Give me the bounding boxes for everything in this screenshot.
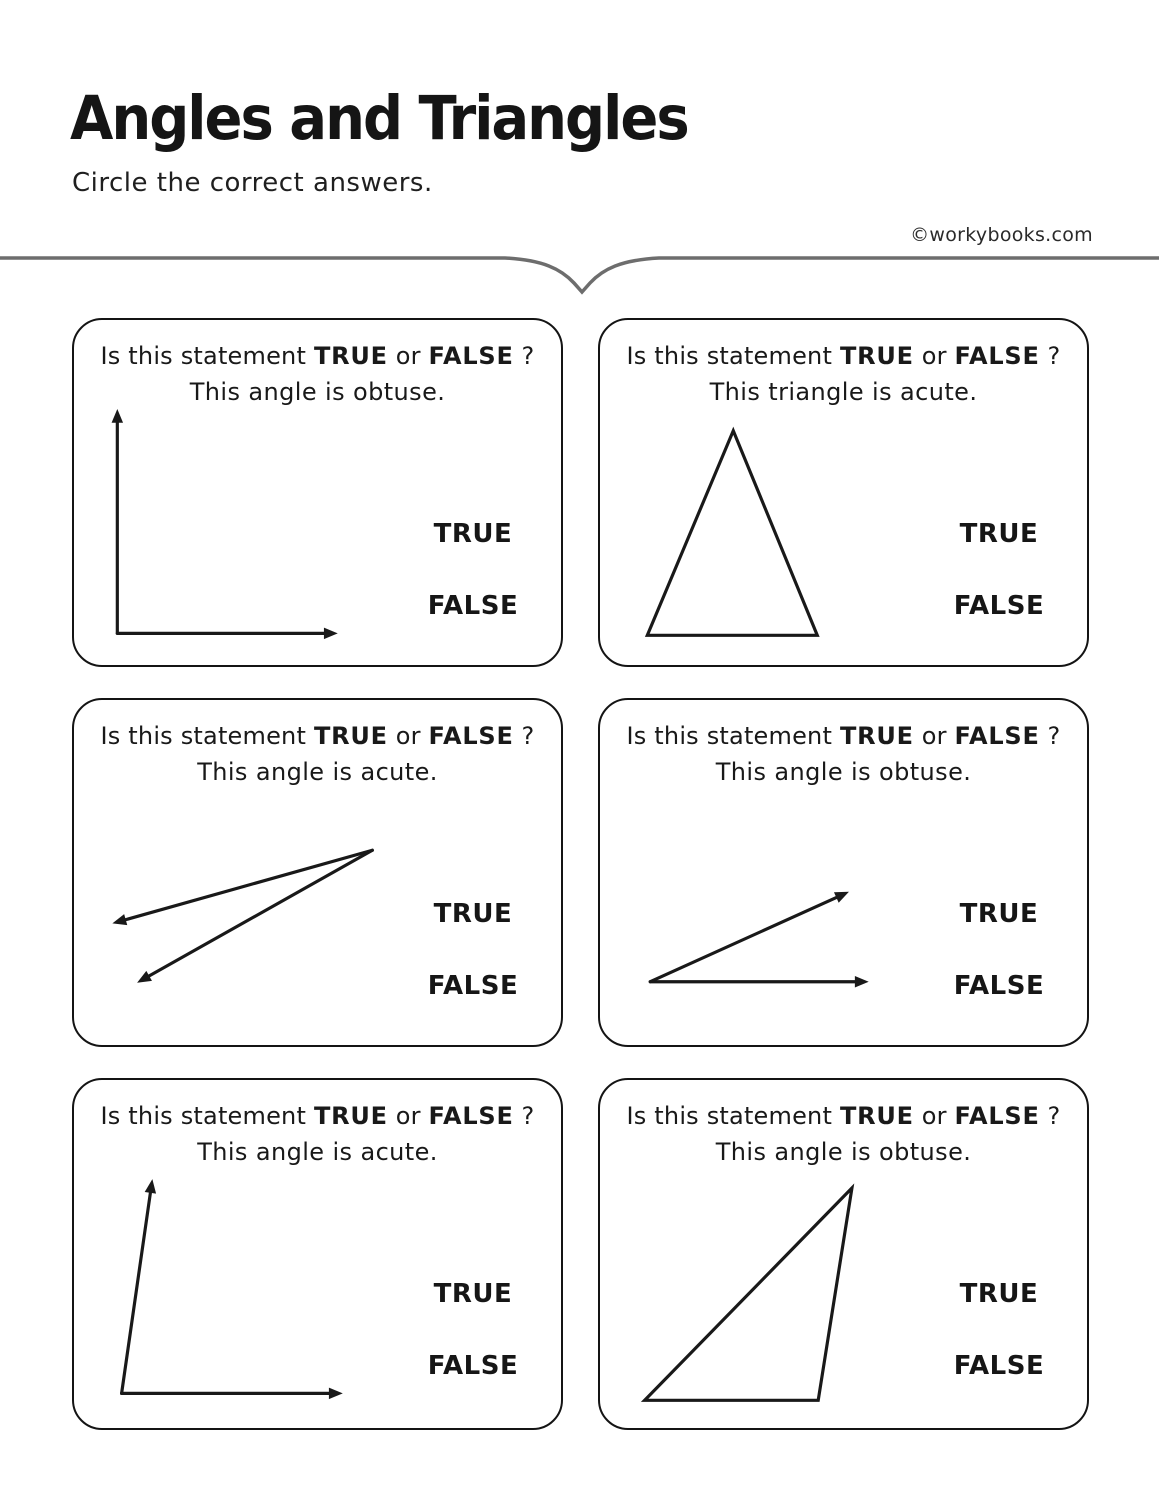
- question-card: [598, 698, 1089, 1047]
- true-word: TRUE: [839, 342, 914, 370]
- divider-path: [0, 258, 1159, 292]
- question-prompt: [600, 342, 1087, 370]
- false-word: FALSE: [954, 722, 1040, 750]
- option-true[interactable]: TRUE: [959, 899, 1039, 929]
- true-word: TRUE: [313, 1102, 388, 1130]
- question-prompt: [74, 1102, 561, 1130]
- option-true[interactable]: TRUE: [433, 519, 513, 549]
- false-word: FALSE: [428, 722, 514, 750]
- option-false[interactable]: FALSE: [953, 971, 1045, 1001]
- statement-text: This angle is acute.: [197, 758, 438, 786]
- option-false[interactable]: FALSE: [953, 591, 1045, 621]
- prompt-prefix: Is this statement: [626, 342, 833, 370]
- true-word: TRUE: [313, 722, 388, 750]
- false-word: FALSE: [428, 1102, 514, 1130]
- prompt-prefix: Is this statement: [626, 722, 833, 750]
- or-word: or: [395, 722, 421, 750]
- prompt-prefix: Is this statement: [626, 1102, 833, 1130]
- or-word: or: [395, 1102, 421, 1130]
- true-word: TRUE: [313, 342, 388, 370]
- divider-rule: [0, 253, 1159, 299]
- option-true[interactable]: TRUE: [433, 1279, 513, 1309]
- or-word: or: [395, 342, 421, 370]
- page-title: Angles and Triangles: [70, 84, 688, 155]
- question-card: [72, 318, 563, 667]
- or-word: or: [921, 1102, 947, 1130]
- question-prompt: [74, 342, 561, 370]
- option-true[interactable]: TRUE: [959, 519, 1039, 549]
- statement-text: This angle is obtuse.: [715, 758, 972, 786]
- option-false[interactable]: FALSE: [427, 1351, 519, 1381]
- question-card: [598, 318, 1089, 667]
- option-true[interactable]: TRUE: [959, 1279, 1039, 1309]
- option-false[interactable]: FALSE: [427, 971, 519, 1001]
- statement-text: This angle is obtuse.: [715, 1138, 972, 1166]
- statement-text: This angle is obtuse.: [189, 378, 446, 406]
- question-card: [72, 1078, 563, 1430]
- option-true[interactable]: TRUE: [433, 899, 513, 929]
- statement-text: This angle is acute.: [197, 1138, 438, 1166]
- question-prompt: [74, 722, 561, 750]
- prompt-prefix: Is this statement: [100, 1102, 307, 1130]
- question-mark: ?: [1047, 1102, 1061, 1130]
- question-mark: ?: [521, 1102, 535, 1130]
- prompt-prefix: Is this statement: [100, 722, 307, 750]
- question-prompt: [600, 1102, 1087, 1130]
- prompt-prefix: Is this statement: [100, 342, 307, 370]
- true-word: TRUE: [839, 722, 914, 750]
- watermark: ©workybooks.com: [910, 224, 1093, 246]
- question-mark: ?: [521, 342, 535, 370]
- true-word: TRUE: [839, 1102, 914, 1130]
- question-mark: ?: [1047, 342, 1061, 370]
- false-word: FALSE: [428, 342, 514, 370]
- question-card: [598, 1078, 1089, 1430]
- false-word: FALSE: [954, 342, 1040, 370]
- statement-text: This triangle is acute.: [709, 378, 978, 406]
- or-word: or: [921, 342, 947, 370]
- option-false[interactable]: FALSE: [953, 1351, 1045, 1381]
- question-card: [72, 698, 563, 1047]
- question-mark: ?: [1047, 722, 1061, 750]
- question-prompt: [600, 722, 1087, 750]
- question-mark: ?: [521, 722, 535, 750]
- or-word: or: [921, 722, 947, 750]
- false-word: FALSE: [954, 1102, 1040, 1130]
- option-false[interactable]: FALSE: [427, 591, 519, 621]
- instructions-text: Circle the correct answers.: [72, 168, 433, 198]
